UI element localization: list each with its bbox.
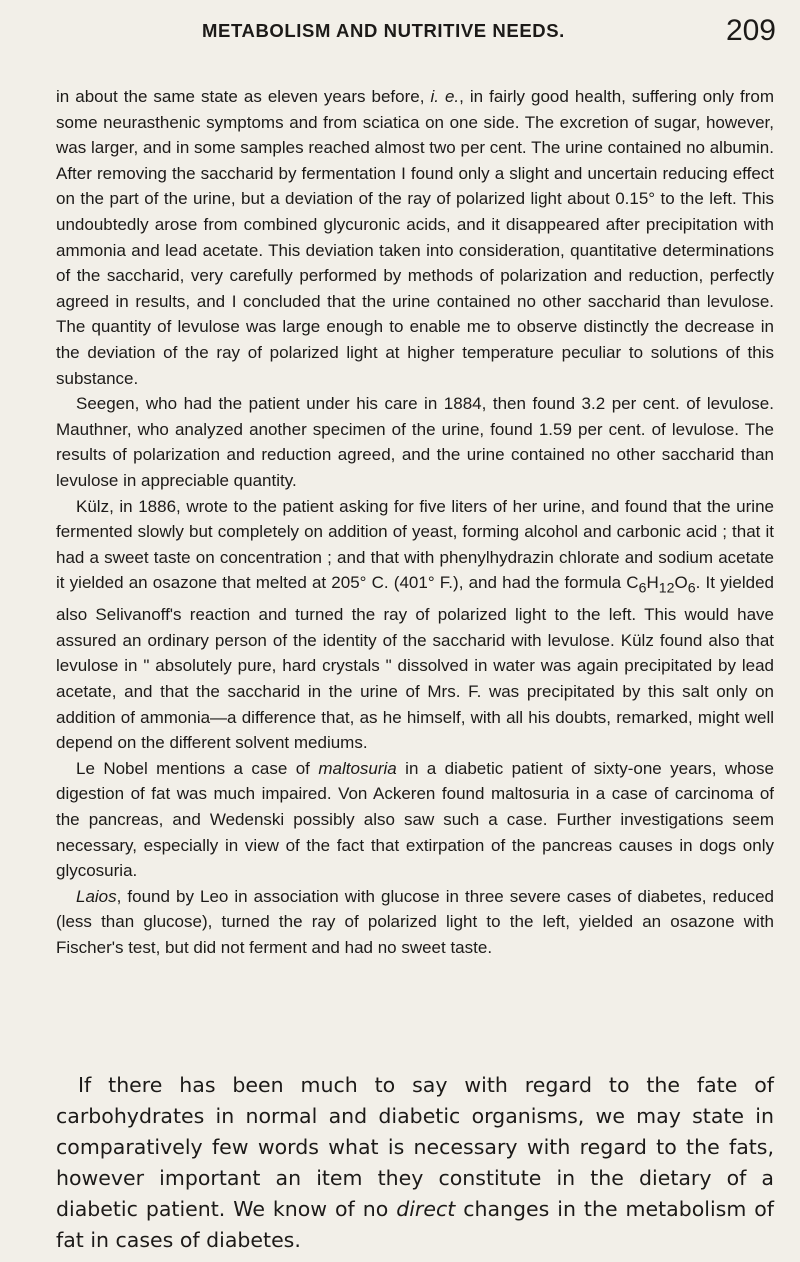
paragraph-6	[56, 1070, 774, 1256]
body-text-small	[56, 84, 774, 961]
p2-text: Seegen, who had the patient under his care in 1884, then found 3.2 per cent. of levulose. Mauthner, who analyzed another specimen of the urine, found 1.59 per cent. of levulose. The results of polarization and reduction agreed, and the urine contained no other saccharid than levulose in appreciable quantity.	[56, 394, 774, 490]
body-text-large	[56, 1070, 774, 1256]
p5-italic-laios: Laios	[76, 886, 117, 906]
paragraph-3	[56, 494, 774, 756]
paragraph-2	[56, 391, 774, 493]
p6-text-a: If there has been much to say with regard to the fate of carbohydrates in normal and diabetic organisms, we may state in comparatively few words what is necessary with regard to the fats, however important an item they constitute in the dietary of a diabetic patient. We know of no	[56, 1073, 774, 1221]
paragraph-4	[56, 756, 774, 884]
paragraph-1	[56, 84, 774, 391]
p3-formula-o: O	[674, 573, 688, 593]
running-head	[96, 8, 776, 48]
p3-subscript-c: 6	[638, 580, 647, 597]
p4-text-a: Le Nobel mentions a case of	[76, 758, 319, 778]
paragraph-5	[56, 884, 774, 961]
p6-italic-direct: direct	[396, 1197, 456, 1221]
p1-italic-ie: i. e.	[430, 87, 460, 106]
p1-text-a: in about the same state as eleven years before,	[56, 87, 431, 106]
running-title: METABOLISM AND NUTRITIVE NEEDS.	[202, 20, 565, 41]
p3-text-a: Külz, in 1886, wrote to the patient asking for five liters of her urine, and found that the urine fermented slowly but completely on addition of yeast, forming alcohol and carbonic acid ; that it had a sweet taste on concentration ; and that with phenylhydrazin chlorate and sodium acetate it yielded an osazone that melted at 205° C. (401° F.), and had the formula C	[56, 496, 774, 593]
p5-text-b: , found by Leo in association with glucose in three severe cases of diabetes, reduced (less than glucose), turned the ray of polarized light to the left, yielded an osazone with Fischer's test, but did not ferment and had no sweet taste.	[56, 886, 774, 957]
p6-text-b: changes in the metabolism of fat in cases of diabetes.	[56, 1197, 774, 1252]
p1-text-b: , in fairly good health, suffering only from some neurasthenic symptoms and from sciatica on one side. The excretion of sugar, however, was larger, and in some samples reached almost two per cent. The urine contained no albumin. After removing the saccharid by fermentation I found only a slight and uncertain reducing effect on the part of the urine, but a deviation of the ray of polarized light about 0.15° to the left. This undoubtedly arose from combined glycuronic acids, and it disappeared after precipitation with ammonia and lead acetate. This deviation taken into consideration, quantitative determinations of the saccharid, very carefully performed by methods of polarization and reduction, perfectly agreed in results, and I concluded that the urine contained no other saccharid than levulose. The quantity of levulose was large enough to enable me to observe distinctly the decrease in the deviation of the ray of polarized light at higher temperature peculiar to solutions of this substance.	[56, 87, 774, 388]
p3-subscript-o: 6	[687, 580, 696, 597]
p3-formula-h: H	[646, 573, 659, 593]
page-number: 209	[725, 14, 776, 47]
p4-italic-maltosuria: maltosuria	[318, 758, 397, 778]
p3-text-b: . It yielded also Selivanoff's reaction and turned the ray of polarized light to the left. This would have assured an ordinary person of the identity of the saccharid with levulose. Külz found also that levulose in " absolutely pure, hard crystals " dissolved in water was again precipitated by lead acetate, and that the saccharid in the urine of Mrs. F. was precipitated by this salt only on addition of ammonia—a difference that, as he himself, with all his doubts, remarked, might well depend on the different solvent mediums.	[56, 573, 774, 753]
p3-subscript-h: 12	[658, 580, 675, 597]
p4-text-b: in a diabetic patient of sixty-one years, whose digestion of fat was much impaired. Von Ackeren found maltosuria in a case of carcinoma of the pancreas, and Wedenski possibly also saw such a case. Further investigations seem necessary, especially in view of the fact that extirpation of the pancreas causes in dogs only glycosuria.	[56, 758, 775, 881]
